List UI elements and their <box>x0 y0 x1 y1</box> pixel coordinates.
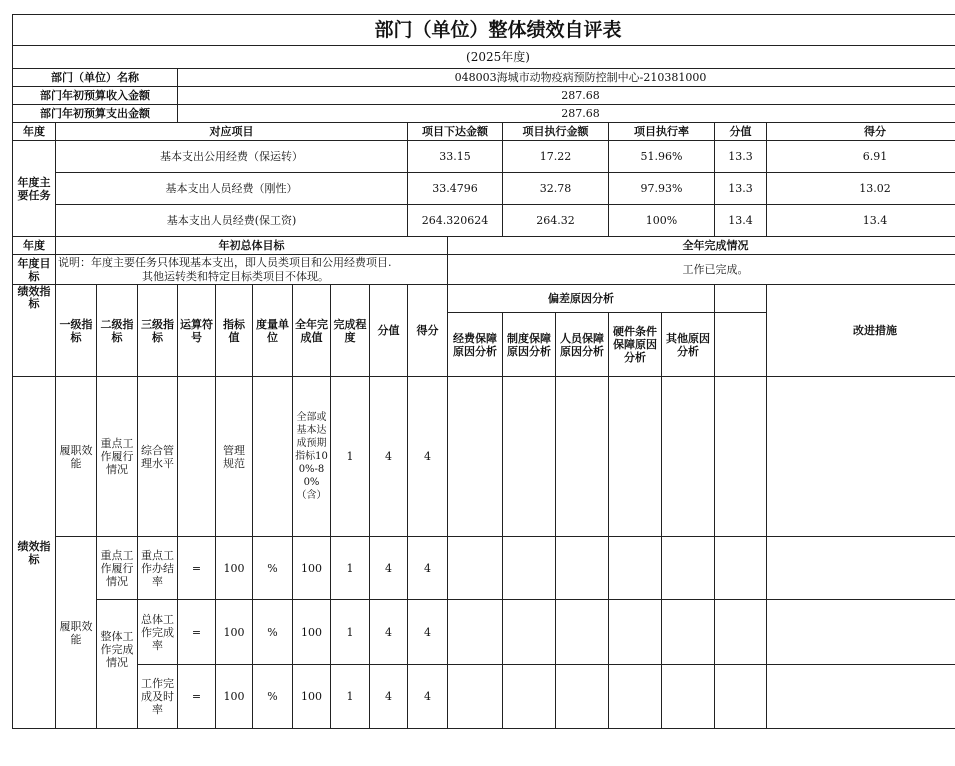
perf-target: 100 <box>216 537 253 600</box>
executed-header: 项目执行金额 <box>503 123 609 141</box>
perf-l3: 重点工作办结率 <box>138 537 178 600</box>
rate-header: 项目执行率 <box>609 123 715 141</box>
page-title: 部门（单位）整体绩效自评表 <box>13 15 955 46</box>
self-evaluation-table <box>12 14 955 729</box>
perf-score: 4 <box>408 600 448 665</box>
goal-line-2: 其他运转类和特定目标类项目不体现。 <box>142 269 329 283</box>
perf-unit: % <box>253 537 293 600</box>
dev-hardware-header: 硬件条件保障原因分析 <box>609 313 662 377</box>
perf-degree: 1 <box>331 537 370 600</box>
dev-system-header: 制度保障原因分析 <box>503 313 556 377</box>
task-rate: 100% <box>609 205 715 237</box>
perf-degree: 1 <box>331 665 370 729</box>
perf-unit: % <box>253 665 293 729</box>
task-allocated: 33.15 <box>408 141 503 173</box>
dev-staff-header: 人员保障原因分析 <box>556 313 609 377</box>
perf-score-value: 4 <box>370 600 408 665</box>
perf-l2: 整体工作完成情况 <box>97 600 138 729</box>
perf-actual: 100 <box>293 665 331 729</box>
task-executed: 17.22 <box>503 141 609 173</box>
completion-header: 全年完成情况 <box>448 237 955 255</box>
perf-l2: 重点工作履行情况 <box>97 377 138 537</box>
task-score-value: 13.3 <box>715 141 767 173</box>
task-score: 6.91 <box>767 141 955 173</box>
dev-other-header: 其他原因分析 <box>662 313 715 377</box>
perf-target: 100 <box>216 600 253 665</box>
perf-score-value-header: 分值 <box>370 285 408 377</box>
perf-l2: 重点工作履行情况 <box>97 537 138 600</box>
actual-header: 全年完成值 <box>293 285 331 377</box>
goal-header: 年初总体目标 <box>56 237 448 255</box>
perf-op: = <box>178 600 216 665</box>
perf-target: 100 <box>216 665 253 729</box>
income-budget-label: 部门年初预算收入金额 <box>13 87 178 105</box>
year-label: (2025年度) <box>13 46 955 69</box>
deviation-header: 偏差原因分析 <box>448 285 715 313</box>
unit-header: 度量单位 <box>253 285 293 377</box>
l3-header: 三级指标 <box>138 285 178 377</box>
expense-budget-value: 287.68 <box>178 105 955 123</box>
allocated-header: 项目下达金额 <box>408 123 503 141</box>
task-score-value: 13.3 <box>715 173 767 205</box>
perf-l3: 综合管理水平 <box>138 377 178 537</box>
performance-table-sheet <box>12 14 941 729</box>
l2-header: 二级指标 <box>97 285 138 377</box>
perf-score-value: 4 <box>370 665 408 729</box>
perf-op: = <box>178 537 216 600</box>
perf-label-top-text: 绩效指标 <box>17 285 51 310</box>
perf-l3: 工作完成及时率 <box>138 665 178 729</box>
task-item: 基本支出人员经费(保工资) <box>56 205 408 237</box>
task-allocated: 264.320624 <box>408 205 503 237</box>
perf-label-top <box>13 285 56 377</box>
task-executed: 32.78 <box>503 173 609 205</box>
perf-l3: 总体工作完成率 <box>138 600 178 665</box>
target-header: 指标值 <box>216 285 253 377</box>
task-rate: 51.96% <box>609 141 715 173</box>
goal-description <box>56 255 448 285</box>
task-item: 基本支出人员经费（刚性） <box>56 173 408 205</box>
perf-actual: 全部或基本达成预期指标100%-80%（含） <box>293 377 331 537</box>
perf-degree: 1 <box>331 377 370 537</box>
perf-score-header: 得分 <box>408 285 448 377</box>
perf-degree: 1 <box>331 600 370 665</box>
perf-op <box>178 377 216 537</box>
degree-header: 完成程度 <box>331 285 370 377</box>
task-allocated: 33.4796 <box>408 173 503 205</box>
perf-l1: 履职效能 <box>56 377 97 537</box>
perf-unit <box>253 377 293 537</box>
task-rate: 97.93% <box>609 173 715 205</box>
perf-score: 4 <box>408 537 448 600</box>
perf-label-side: 绩效指标 <box>13 377 56 729</box>
task-executed: 264.32 <box>503 205 609 237</box>
goal-completion: 工作已完成。 <box>448 255 955 285</box>
expense-budget-label: 部门年初预算支出金额 <box>13 105 178 123</box>
unit-name-label: 部门（单位）名称 <box>13 69 178 87</box>
task-year-header: 年度 <box>13 123 56 141</box>
op-header: 运算符号 <box>178 285 216 377</box>
dev-funding-header: 经费保障原因分析 <box>448 313 503 377</box>
task-item: 基本支出公用经费（保运转） <box>56 141 408 173</box>
improve-header: 改进措施 <box>767 285 955 377</box>
perf-actual: 100 <box>293 537 331 600</box>
income-budget-value: 287.68 <box>178 87 955 105</box>
perf-op: = <box>178 665 216 729</box>
goal-year-header: 年度 <box>13 237 56 255</box>
perf-score-value: 4 <box>370 537 408 600</box>
task-score-value: 13.4 <box>715 205 767 237</box>
perf-score: 4 <box>408 665 448 729</box>
perf-score-value: 4 <box>370 377 408 537</box>
perf-actual: 100 <box>293 600 331 665</box>
goal-label: 年度目标 <box>13 255 56 285</box>
task-label: 年度主要任务 <box>13 141 56 237</box>
task-score: 13.02 <box>767 173 955 205</box>
perf-score: 4 <box>408 377 448 537</box>
task-score: 13.4 <box>767 205 955 237</box>
perf-unit: % <box>253 600 293 665</box>
task-score-value-header: 分值 <box>715 123 767 141</box>
task-score-header: 得分 <box>767 123 955 141</box>
goal-line-1: 说明：年度主要任务只体现基本支出，即人员类项目和公用经费项目. <box>58 255 392 269</box>
perf-target: 管理规范 <box>216 377 253 537</box>
l1-header: 一级指标 <box>56 285 97 377</box>
task-item-header: 对应项目 <box>56 123 408 141</box>
unit-name-value: 048003海城市动物疫病预防控制中心-210381000 <box>178 69 955 87</box>
perf-l1: 履职效能 <box>56 537 97 729</box>
